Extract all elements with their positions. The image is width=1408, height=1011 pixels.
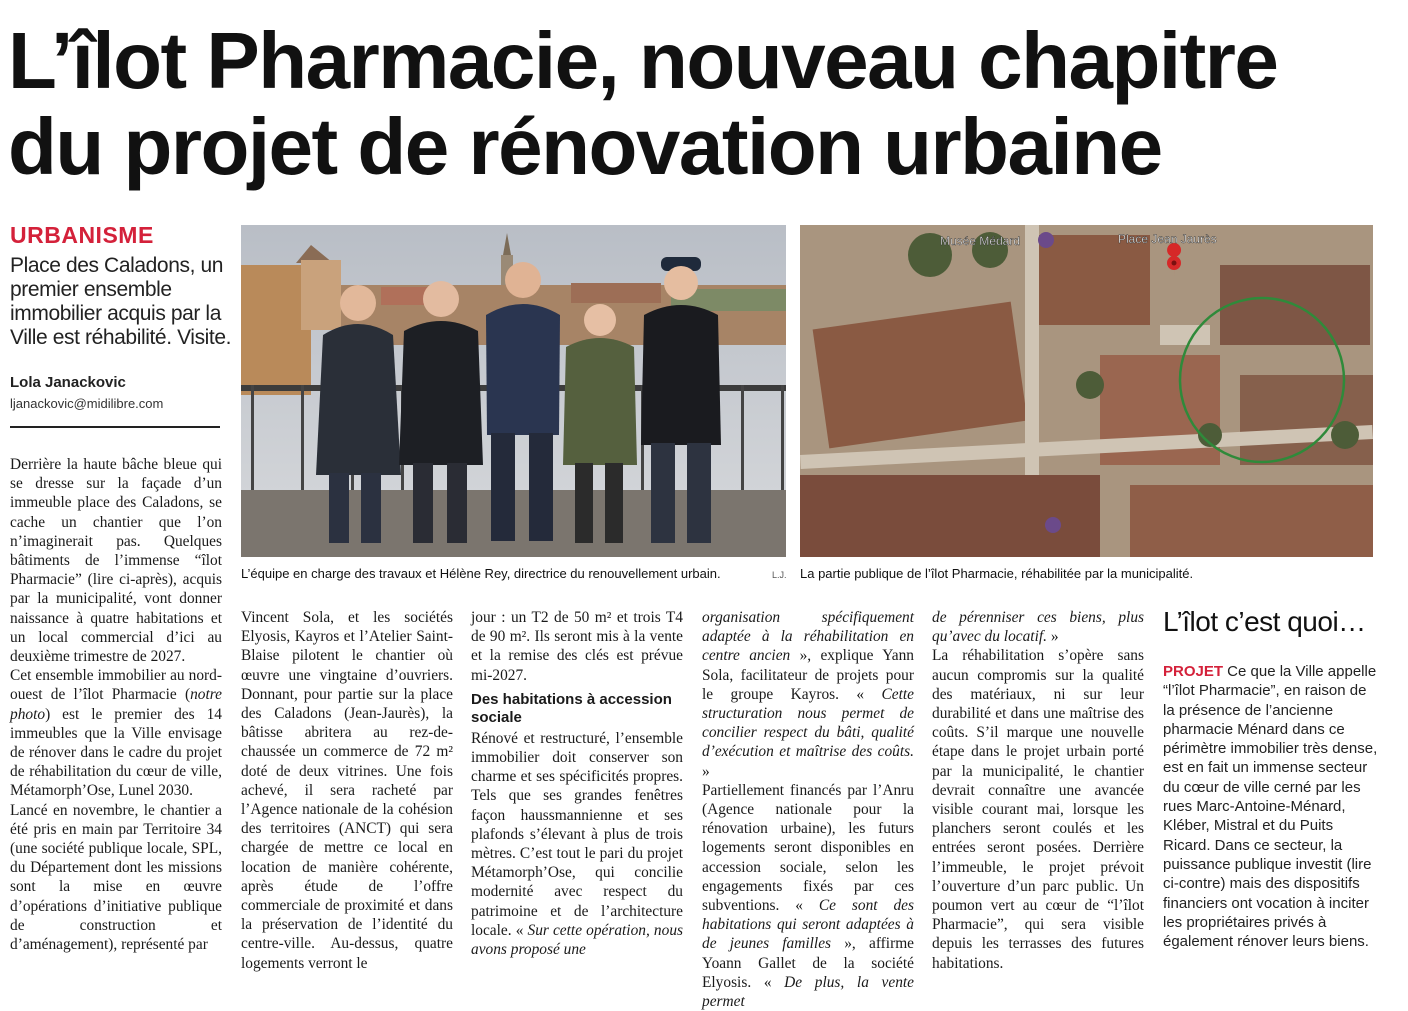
paragraph: jour : un T2 de 50 m² et trois T4 de 90 m². Ils seront mis à la vente et la remise des clés est prévue mi-2027. [471, 609, 683, 684]
author-name: Lola Janackovic [10, 374, 126, 391]
paragraph: Rénové et restructuré, l’ensemble immobilier doit conserver son charme et ses spécificités propres. Tels que ses grandes fenêtres façon haussmannienne et ses plafonds s’élevant à plus de trois mètres. C’est tout le pari du projet Métamorph’Ose, qui concilie modernité avec respect du patrimoine et de l’architecture locale. « Sur cette opération, nous avons proposé une [471, 729, 683, 959]
paragraph: Derrière la haute bâche bleue qui se dresse sur la façade d’un immeuble place des Caladons, se cache un chantier que l’on n’imaginerait pas. Quelques bâtiments de l’immense “îlot Pharmacie” (lire ci-après), acquis par la municipalité, vont donner naissance à quatre habitations et un local commercial d’ici au deuxième trimestre de 2027. [10, 456, 222, 666]
paragraph: Lancé en novembre, le chantier a été pris en main par Territoire 34 (une société publique locale, SPL, du Département dont les missions sont la mise en œuvre d’opérations d’initiative publique de construction et d’aménagement), représenté par [10, 801, 222, 954]
article-column-3 [471, 608, 683, 959]
article-column-5 [932, 608, 1144, 973]
article-column-1 [10, 455, 222, 954]
aerial-photo-image [800, 225, 1373, 557]
paragraph: Partiellement financés par l’Anru (Agence nationale pour la rénovation urbaine), les futurs logements seront disponibles en accession sociale, selon les engagements fixés par ces subventions. « Ce sont des habitations qui seront adaptées à de jeunes familles », affirme Yoann Gallet de la société Elyosis. « De plus, la vente permet [702, 781, 915, 1011]
headline [8, 18, 1398, 190]
paragraph: Cet ensemble immobilier au nord-ouest de l’îlot Pharmacie (notre photo) est le premier des 14 immeubles que la Ville envisage de rénover dans le cadre du projet de réhabilitation du cœur de ville, Métamorph’Ose, Lunel 2030. [10, 667, 222, 800]
author-email[interactable]: ljanackovic@midilibre.com [10, 396, 164, 411]
sidebar-body: Ce que la Ville appelle “l’îlot Pharmacie”, en raison de la présence de l’ancienne pharmacie Ménard dans ce périmètre immobilier très dense, est en fait un immense secteur du cœur de ville cerné par les rues Marc-Antoine-Ménard, Kléber, Mistral et du Puits Ricard. Dans ce secteur, la puissance publique investit (lire ci-contre) mais des dispositifs financiers ont vocation à inciter les propriétaires privés à également rénover leurs biens. [1163, 663, 1378, 951]
team-photo [241, 225, 786, 557]
headline-line-2: du projet de rénovation urbaine [8, 102, 1162, 191]
team-photo-image [241, 225, 786, 557]
sidebar-lead: PROJET [1163, 663, 1224, 680]
headline-line-1: L’îlot Pharmacie, nouveau chapitre [8, 16, 1278, 105]
article-column-4 [702, 608, 914, 1011]
article-column-2 [241, 608, 453, 973]
map-label-place: Place Jean Jaurès [1118, 232, 1217, 246]
photo-credit: L.J. [772, 570, 787, 580]
byline-divider [10, 426, 220, 428]
subheading: Des habitations à accession sociale [471, 690, 672, 726]
paragraph: Vincent Sola, et les sociétés Elyosis, Kayros et l’Atelier Saint-Blaise pilotent le chantier où œuvre une vingtaine d’ouvriers. Donnant, pour partie sur la place des Caladons (Jean-Jaurès), la bâtisse abritera au rez-de-chaussée un commerce de 72 m² doté de deux vitrines. Une fois achevé, il sera racheté par l’Agence nationale de la cohésion des territoires (ANCT) qui sera chargée de mettre ce local en location de manière cohérente, après étude de l’offre commerciale de proximité et dans la préservation de l’identité du centre-ville. Au-dessus, quatre logements verront le [241, 609, 453, 972]
paragraph: organisation spécifiquement adaptée à la réhabilitation en centre ancien », explique Yann Sola, facilitateur de projets pour le groupe Kayros. « Cette structuration nous permet de concilier respect du bâti, qualité d’exécution et maîtrise des coûts. » [702, 609, 914, 780]
paragraph: de pérenniser ces biens, plus qu’avec du locatif. » [932, 609, 1144, 646]
aerial-photo [800, 225, 1373, 557]
sidebar-text [1163, 662, 1378, 951]
paragraph: La réhabilitation s’opère sans aucun compromis sur la qualité des matériaux, ni sur leur durabilité et dans une maîtrise des coûts. S’il marque une nouvelle étape dans le projet urbain porté par la municipalité, le chantier devrait connaître une avancée visible courant mai, lorsque les planchers seront coulés et les entrées seront posées. Derrière l’immeuble, le projet prévoit l’ouverture d’un parc public. Un poumon vert au cœur de “l’îlot Pharmacie”, qui sera visible depuis les terrasses des futures habitations. [932, 647, 1144, 972]
rubric-label: URBANISME [10, 222, 154, 248]
team-photo-caption: L’équipe en charge des travaux et Hélène Rey, directrice du renouvellement urbain. [241, 566, 721, 581]
map-label-museum: Musée Médard [940, 234, 1021, 248]
sidebar-title: L’îlot c’est quoi… [1163, 606, 1366, 637]
standfirst: Place des Caladons, un premier ensemble immobilier acquis par la Ville est réhabilité. Visite. [10, 254, 232, 349]
aerial-photo-caption: La partie publique de l’îlot Pharmacie, réhabilitée par la municipalité. [800, 566, 1194, 581]
